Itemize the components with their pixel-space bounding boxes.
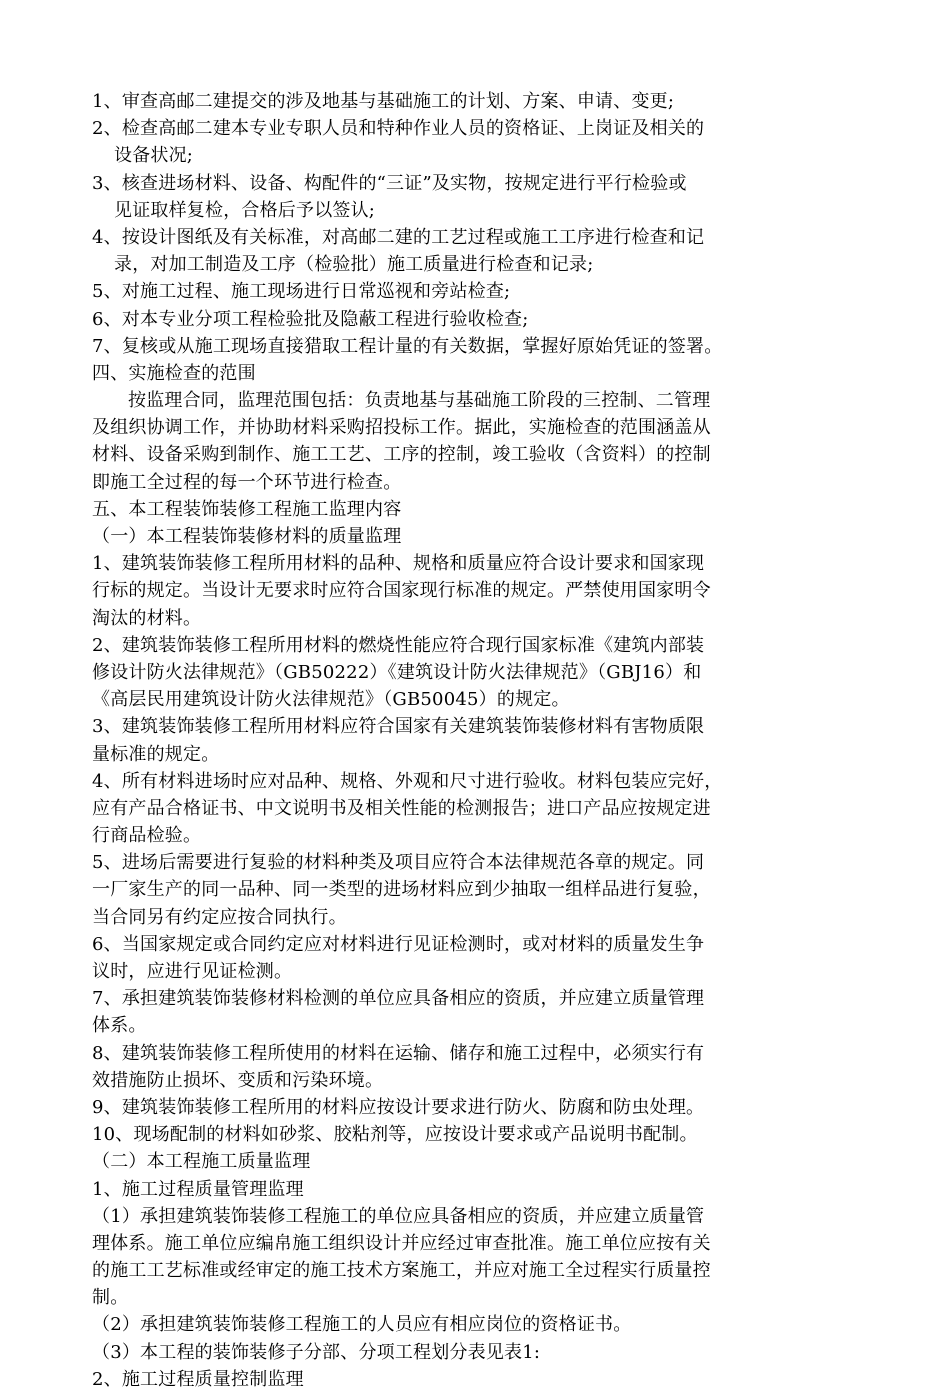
text-line: 6、对本专业分项工程检验批及隐蔽工程进行验收检查; [92, 308, 529, 330]
subsection-heading: （二）本工程施工质量监理 [92, 1151, 311, 1173]
text-line: 体系。 [92, 1015, 147, 1037]
text-line: 及组织协调工作，并协助材料采购招投标工作。据此，实施检查的范围涵盖从 [92, 417, 711, 439]
text-line: 4、按设计图纸及有关标准，对高邮二建的工艺过程或施工工序进行检查和记 [92, 226, 705, 248]
text-line: 《高层民用建筑设计防火法律规范》（GB50045）的规定。 [92, 689, 570, 711]
subsection-heading: （一）本工程装饰装修材料的质量监理 [92, 526, 402, 547]
text-line: 2、施工过程质量控制监理 [92, 1368, 304, 1390]
text-line: 制。 [92, 1287, 129, 1309]
text-line: 6、当国家规定或合同约定应对材料进行见证检测时，或对材料的质量发生争 [92, 933, 705, 955]
text-line: （3）本工程的装饰装修子分部、分项工程划分表见表1: [92, 1341, 541, 1363]
text-line: 量标准的规定。 [92, 743, 220, 765]
text-line: 按监理合同，监理范围包括：负责地基与基础施工阶段的三控制、二管理 [128, 390, 711, 412]
text-line: 一厂家生产的同一品种、同一类型的进场材料应到少抽取一组样品进行复验， [92, 879, 711, 901]
section-heading: 五、本工程装饰装修工程施工监理内容 [92, 498, 402, 520]
text-line: 即施工全过程的每一个环节进行检查。 [92, 471, 402, 493]
text-line: 2、建筑装饰装修工程所用材料的燃烧性能应符合现行国家标准《建筑内部装 [92, 634, 705, 656]
text-line: 1、施工过程质量管理监理 [92, 1178, 304, 1200]
text-line: 4、所有材料进场时应对品种、规格、外观和尺寸进行验收。材料包装应完好， [92, 770, 723, 792]
text-line: 7、复核或从施工现场直接猎取工程计量的有关数据，掌握好原始凭证的签署。 [92, 335, 723, 357]
text-line: 见证取样复检，合格后予以签认; [114, 199, 376, 221]
text-line: 9、建筑装饰装修工程所用的材料应按设计要求进行防火、防腐和防虫处理。 [92, 1096, 705, 1118]
text-line: 设备状况; [114, 145, 194, 167]
document-body [92, 88, 867, 1393]
text-line: 3、核查进场材料、设备、构配件的“三证”及实物，按规定进行平行检验或 [92, 172, 687, 194]
text-line: 2、检查高邮二建本专业专职人员和特种作业人员的资格证、上岗证及相关的 [92, 118, 705, 140]
text-line: 理体系。施工单位应编帛施工组织设计并应经过审查批准。施工单位应按有关 [92, 1232, 711, 1254]
text-line: 应有产品合格证书、中文说明书及相关性能的检测报告；进口产品应按规定进 [92, 797, 711, 819]
text-line: 5、对施工过程、施工现场进行日常巡视和旁站检查; [92, 281, 511, 303]
text-line: 录，对加工制造及工序（检验批）施工质量进行检查和记录; [114, 254, 594, 276]
text-line: （2）承担建筑装饰装修工程施工的人员应有相应岗位的资格证书。 [92, 1314, 632, 1336]
text-line: 10、现场配制的材料如砂浆、胶粘剂等，应按设计要求或产品说明书配制。 [92, 1124, 698, 1146]
section-heading: 四、实施检查的范围 [92, 362, 256, 384]
text-line: 行标的规定。当设计无要求时应符合国家现行标准的规定。严禁使用国家明令 [92, 580, 711, 602]
text-line: 修设计防火法律规范》（GB50222）《建筑设计防火法律规范》（GBJ16）和 [92, 661, 702, 683]
text-line: 1、审查高邮二建提交的涉及地基与基础施工的计划、方案、申请、变更; [92, 91, 675, 112]
text-line: 1、建筑装饰装修工程所用材料的品种、规格和质量应符合设计要求和国家现 [92, 553, 705, 575]
text-line: 淘汰的材料。 [92, 607, 202, 629]
text-line: 当合同另有约定应按合同执行。 [92, 906, 347, 928]
text-line: 议时，应进行见证检测。 [92, 961, 293, 982]
text-line: 行商品检验。 [92, 825, 202, 847]
text-line: 的施工工艺标准或经审定的施工技术方案施工，并应对施工全过程实行质量控 [92, 1260, 711, 1282]
text-line: 5、进场后需要进行复验的材料种类及项目应符合本法律规范各章的规定。同 [92, 852, 705, 874]
text-line: 7、承担建筑装饰装修材料检测的单位应具备相应的资质，并应建立质量管理 [92, 988, 705, 1010]
text-line: 效措施防止损坏、变质和污染环境。 [92, 1069, 384, 1091]
text-line: 3、建筑装饰装修工程所用材料应符合国家有关建筑装饰装修材料有害物质限 [92, 716, 705, 738]
text-line: （1）承担建筑装饰装修工程施工的单位应具备相应的资质，并应建立质量管 [92, 1205, 705, 1227]
text-line: 8、建筑装饰装修工程所使用的材料在运输、储存和施工过程中，必须实行有 [92, 1042, 705, 1064]
text-line: 材料、设备采购到制作、施工工艺、工序的控制，竣工验收（含资料）的控制 [92, 444, 711, 466]
